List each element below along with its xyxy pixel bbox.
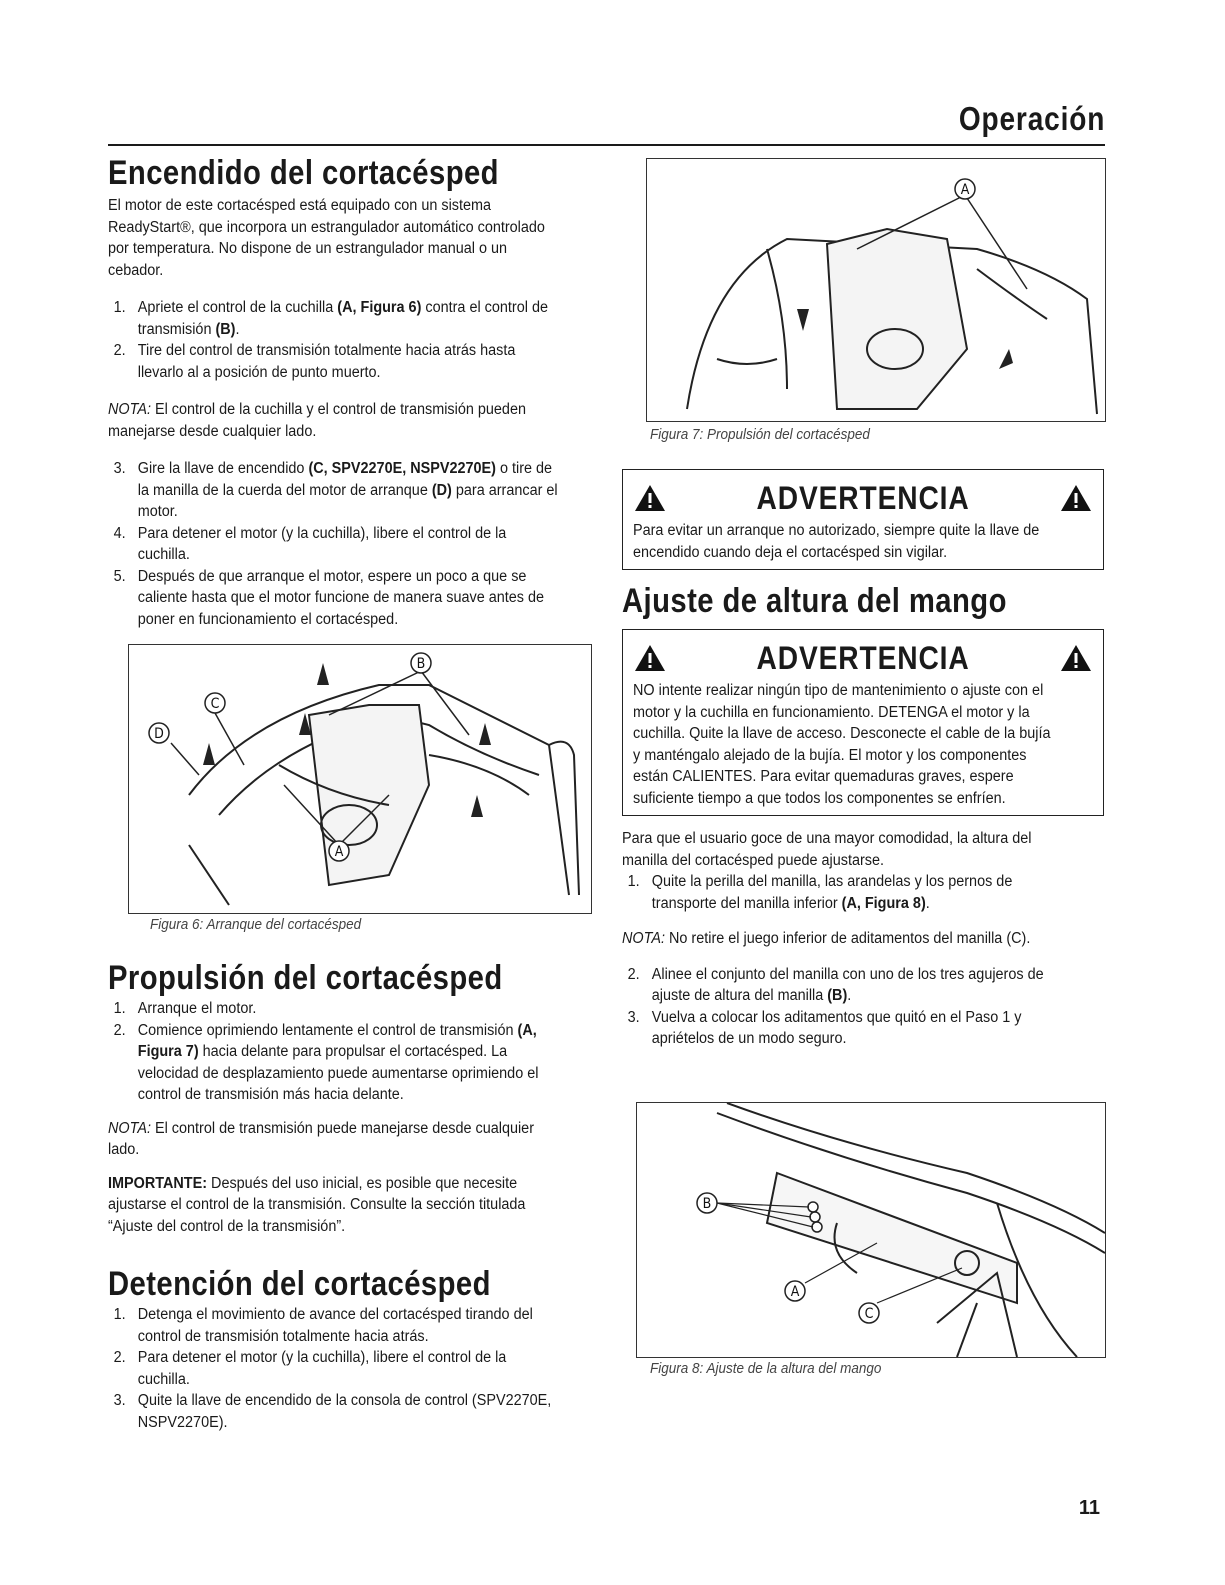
- list-item: 2. Alinee el conjunto del manilla con uno de los tres agujeros de ajuste de altura del manilla (B).: [627, 965, 1044, 1004]
- start-note: NOTA: El control de la cuchilla y el control de transmisión pueden manejarse desde cualquier lado.: [108, 401, 526, 440]
- page-number: 11: [1078, 1497, 1100, 1519]
- handle-title: Ajuste de altura del mango: [622, 582, 1007, 620]
- figure-7: [646, 158, 1106, 422]
- list-item: 3. Vuelva a colocar los aditamentos que quitó en el Paso 1 y apriételos de un modo seguro.: [627, 1008, 1022, 1047]
- propulsion-important: IMPORTANTE: Después del uso inicial, es posible que necesite ajustarse el control de la transmisión. Consulte la sección titulada “Ajuste del control de la transmisión”.: [108, 1174, 526, 1235]
- propulsion-note: NOTA: El control de transmisión puede manejarse desde cualquier lado.: [108, 1119, 535, 1158]
- warning-triangle-icon: [1059, 483, 1093, 513]
- list-item: 1. Arranque el motor.: [113, 1000, 257, 1017]
- list-item: 2. Para detener el motor (y la cuchilla), libere el control de la cuchilla.: [113, 1349, 507, 1388]
- stop-steps: [108, 1304, 593, 1433]
- warning-title: ADVERTENCIA: [756, 639, 970, 676]
- figure-8: [636, 1102, 1106, 1358]
- right-column: [622, 150, 1105, 1377]
- warning-triangle-icon: [633, 643, 667, 673]
- figure-6-caption: Figura 6: Arranque del cortacésped: [150, 916, 362, 933]
- figure-6: [128, 644, 592, 914]
- label-a: A: [960, 182, 970, 198]
- list-item: 2. Comience oprimiendo lentamente el control de transmisión (A, Figura 7) hacia delante para propulsar el cortacésped. La velocidad de desplazamiento puede aumentarse oprimiendo el control de transmisión más hacia delante.: [113, 1021, 539, 1103]
- figure-8-caption: Figura 8: Ajuste de la altura del mango: [650, 1359, 882, 1377]
- propulsion-steps: [108, 998, 593, 1106]
- list-item: 1. Detenga el movimiento de avance del cortacésped tirando del control de transmisión totalmente hacia atrás.: [113, 1306, 533, 1345]
- label-a: A: [334, 844, 344, 860]
- list-item: 4. Para detener el motor (y la cuchilla), libere el control de la cuchilla.: [113, 524, 507, 563]
- figure-7-caption: Figura 7: Propulsión del cortacésped: [650, 426, 870, 443]
- warning-box-2: [622, 629, 1104, 816]
- start-steps-a: [108, 297, 593, 383]
- warning-triangle-icon: [1059, 643, 1093, 673]
- header-rule: [108, 144, 1105, 146]
- handle-intro: Para que el usuario goce de una mayor comodidad, la altura del manilla del cortacésped puede ajustarse.: [622, 830, 1032, 869]
- label-d: D: [154, 726, 164, 742]
- label-a: A: [790, 1283, 800, 1300]
- propulsion-title: Propulsión del cortacésped: [108, 959, 503, 997]
- warning-title: ADVERTENCIA: [756, 479, 970, 516]
- warning-box-1: [622, 469, 1104, 570]
- list-item: 3. Quite la llave de encendido de la consola de control (SPV2270E, NSPV2270E).: [113, 1392, 552, 1431]
- handle-steps-2: [622, 964, 1105, 1050]
- list-item: 3. Gire la llave de encendido (C, SPV2270E, NSPV2270E) o tire de la manilla de la cuerda del motor de arranque (D) para arrancar el motor.: [113, 460, 558, 520]
- label-c: C: [864, 1305, 874, 1322]
- mower-propulsion-illustration: [647, 159, 1105, 421]
- mower-start-illustration: [129, 645, 591, 913]
- section-title: Operación: [958, 100, 1105, 137]
- list-item: 1. Apriete el control de la cuchilla (A, Figura 6) contra el control de transmisión (B).: [113, 299, 548, 338]
- handle-note: NOTA: No retire el juego inferior de aditamentos del manilla (C).: [622, 930, 1031, 947]
- warning-text: NO intente realizar ningún tipo de mantenimiento o ajuste con el motor y la cuchilla en funcionamiento. DETENGA el motor y la cuchilla. Quite la llave de acceso. Desconecte el cable de la bujía y manténgalo alejado de la bujía. El motor y los componentes están CALIENTES. Para evitar quemaduras graves, espere suficiente tiempo a que todos los componentes se enfríen.: [633, 682, 1051, 807]
- warning-text: Para evitar un arranque no autorizado, siempre quite la llave de encendido cuando deja el cortacésped sin vigilar.: [633, 522, 1040, 561]
- start-intro: El motor de este cortacésped está equipado con un sistema ReadyStart®, que incorpora un estrangulador automático controlado por temperatura. No dispone de un estrangulador manual o un cebador.: [108, 197, 545, 279]
- left-column: [108, 150, 593, 1433]
- start-steps-b: [108, 458, 593, 630]
- start-title: Encendido del cortacésped: [108, 154, 499, 192]
- handle-steps-1: [622, 871, 1105, 914]
- handle-adjust-illustration: [637, 1103, 1105, 1357]
- stop-title: Detención del cortacésped: [108, 1265, 491, 1303]
- list-item: 2. Tire del control de transmisión totalmente hacia atrás hasta llevarlo al a posición de punto muerto.: [113, 342, 516, 381]
- label-c: C: [210, 696, 220, 712]
- label-b: B: [702, 1195, 712, 1212]
- warning-triangle-icon: [633, 483, 667, 513]
- list-item: 5. Después de que arranque el motor, espere un poco a que se caliente hasta que el motor funcione de manera suave antes de poner en funcionamiento el cortacésped.: [113, 567, 545, 628]
- list-item: 1. Quite la perilla del manilla, las arandelas y los pernos de transporte del manilla inferior (A, Figura 8).: [627, 873, 1013, 912]
- label-b: B: [416, 656, 426, 672]
